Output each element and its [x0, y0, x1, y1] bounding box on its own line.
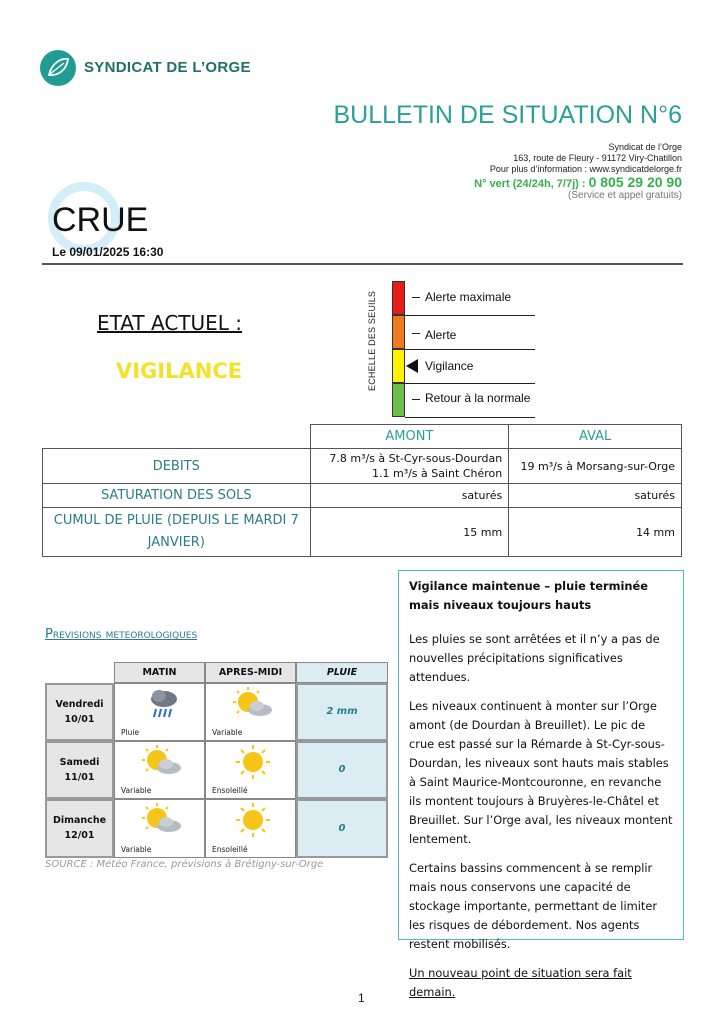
seuil-label-vigilance: Vigilance [425, 359, 474, 373]
vigilance-message-box [398, 570, 684, 999]
crue-title: CRUE [52, 201, 149, 239]
page-number: 1 [358, 991, 365, 1005]
col-amont-header: AMONT [310, 425, 509, 449]
meteo-day-1 [45, 683, 114, 741]
meteo-day-2 [45, 741, 114, 799]
meteo-pluie-1: 2 mm [296, 683, 388, 741]
row-label-debits: DEBITS [43, 449, 311, 484]
crue-date: Le 09/01/2025 16:30 [52, 245, 164, 259]
meteo-cell-aprem-2 [205, 741, 296, 799]
debits-amont-line-1: 7.8 m³/s à St-Cyr-sous-Dourdan [329, 452, 503, 465]
saturation-amont-cell: saturés [310, 484, 509, 508]
vigilance-paragraph-4: Un nouveau point de situation sera fait demain. [409, 966, 632, 999]
meteo-caption: Ensoleillé [212, 845, 248, 854]
cumul-amont-cell: 15 mm [310, 508, 509, 557]
seuil-label-alerte-maximale: Alerte maximale [425, 290, 512, 304]
table-empty-corner [43, 425, 311, 449]
meteo-caption: Ensoleillé [212, 786, 248, 795]
sun-cloud-icon [141, 744, 183, 780]
rain-cloud-icon [147, 687, 181, 721]
seuil-tick [412, 297, 420, 298]
sun-icon [235, 802, 271, 838]
meteo-day-3 [45, 799, 114, 858]
meteo-pluie-3: 0 [296, 799, 388, 858]
meteo-caption: Variable [121, 786, 152, 795]
numero-vert [474, 174, 682, 190]
table-header-row [43, 425, 682, 449]
service-gratuit: (Service et appel gratuits) [568, 190, 682, 201]
meteo-day-name: Dimanche [52, 815, 107, 826]
meteo-day-date: 10/01 [64, 714, 95, 725]
meteo-cell-matin-1 [114, 683, 205, 741]
cumul-aval-cell: 14 mm [509, 508, 682, 557]
seuil-line-4 [405, 417, 535, 418]
sun-cloud-icon [141, 802, 183, 838]
meteo-pluie-2: 0 [296, 741, 388, 799]
syndicat-logo-icon [40, 50, 76, 86]
numero-vert-number: 0 805 29 20 90 [588, 174, 682, 190]
logo-text: SYNDICAT DE L’ORGE [84, 59, 251, 76]
seuil-bar-alerte [392, 315, 405, 349]
meteo-cell-matin-3 [114, 799, 205, 858]
row-label-saturation: SATURATION DES SOLS [43, 484, 311, 508]
meteo-header-matin: MATIN [114, 662, 205, 683]
debits-amont-cell [310, 449, 509, 484]
previsions-title: Previsions meteorologiques [45, 627, 198, 642]
address-line-1: Syndicat de l’Orge [608, 142, 682, 152]
seuil-label-retour-normale: Retour à la normale [425, 391, 531, 405]
meteo-caption: Variable [121, 845, 152, 854]
meteo-caption: Pluie [121, 728, 140, 737]
debits-aval-cell: 19 m³/s à Morsang-sur-Orge [509, 449, 682, 484]
table-row [43, 449, 682, 484]
seuil-bar-retour-normale [392, 383, 405, 417]
col-aval-header: AVAL [509, 425, 682, 449]
debits-table [42, 424, 682, 557]
etat-actuel-value: VIGILANCE [116, 359, 243, 383]
vigilance-paragraph-1: Les pluies se sont arrêtées et il n’y a pas de nouvelles précipitations significatives attendues. [409, 632, 660, 684]
seuil-line-1 [405, 315, 535, 316]
address-line-3: Pour plus d’information : www.syndicatdelorge.fr [489, 164, 682, 174]
meteo-header-apres-midi: APRES-MIDI [205, 662, 296, 683]
address-line-2: 163, route de Fleury - 91172 Viry-Chatillon [513, 153, 682, 163]
seuil-line-3 [405, 383, 535, 384]
meteo-caption: Variable [212, 728, 243, 737]
current-level-arrow-icon [406, 359, 418, 373]
sun-icon [235, 744, 271, 780]
meteo-header-pluie: PLUIE [296, 662, 388, 683]
etat-actuel-label: ETAT ACTUEL : [97, 311, 243, 335]
vigilance-heading: Vigilance maintenue – pluie terminée mais niveaux toujours hauts [409, 579, 648, 612]
debits-amont-line-2: 1.1 m³/s à Saint Chéron [371, 467, 503, 480]
seuil-label-alerte: Alerte [425, 328, 457, 342]
vigilance-paragraph-2: Les niveaux continuent à monter sur l’Orge amont (de Dourdan à Breuillet). Le pic de crue est passé sur la Rémarde à St-Cyr-sous-Dourdan, les niveaux sont hauts mais stables à Saint Maurice-Montcouronne, en revanche ils montent toujours à Bruyères-le-Châtel et Breuillet. Sur l’Orge aval, les niveaux montent lentement. [409, 699, 673, 846]
meteo-day-date: 12/01 [64, 830, 95, 841]
meteo-day-name: Vendredi [55, 699, 104, 710]
vigilance-paragraph-3: Certains bassins commencent à se remplir mais nous conservons une capacité de stockage importante, permettant de limiter les risques de débordement. Nos agents restent mobilisés. [409, 861, 658, 951]
seuil-bar-vigilance [392, 349, 405, 383]
seuils-axis-label: ECHELLE DES SEUILS [367, 290, 377, 391]
table-row [43, 484, 682, 508]
meteo-source: SOURCE : Météo France, prévisions à Brétigny-sur-Orge [45, 859, 324, 870]
meteo-grid [45, 662, 389, 858]
meteo-cell-aprem-3 [205, 799, 296, 858]
table-row [43, 508, 682, 557]
header-divider [42, 263, 683, 265]
seuil-tick [412, 399, 420, 400]
seuil-tick [412, 333, 420, 334]
meteo-day-name: Samedi [59, 757, 100, 768]
bulletin-title: BULLETIN DE SITUATION N°6 [333, 101, 682, 129]
row-label-cumul-pluie: CUMUL DE PLUIE (DEPUIS LE MARDI 7 JANVIER) [43, 508, 311, 557]
seuil-line-2 [405, 349, 535, 350]
seuil-bar-alerte-maximale [392, 281, 405, 315]
meteo-cell-aprem-1 [205, 683, 296, 741]
meteo-cell-matin-2 [114, 741, 205, 799]
meteo-day-date: 11/01 [64, 772, 95, 783]
saturation-aval-cell: saturés [509, 484, 682, 508]
numero-vert-prefix: N° vert (24/24h, 7/7j) : [474, 178, 589, 190]
sun-cloud-icon [232, 686, 274, 722]
